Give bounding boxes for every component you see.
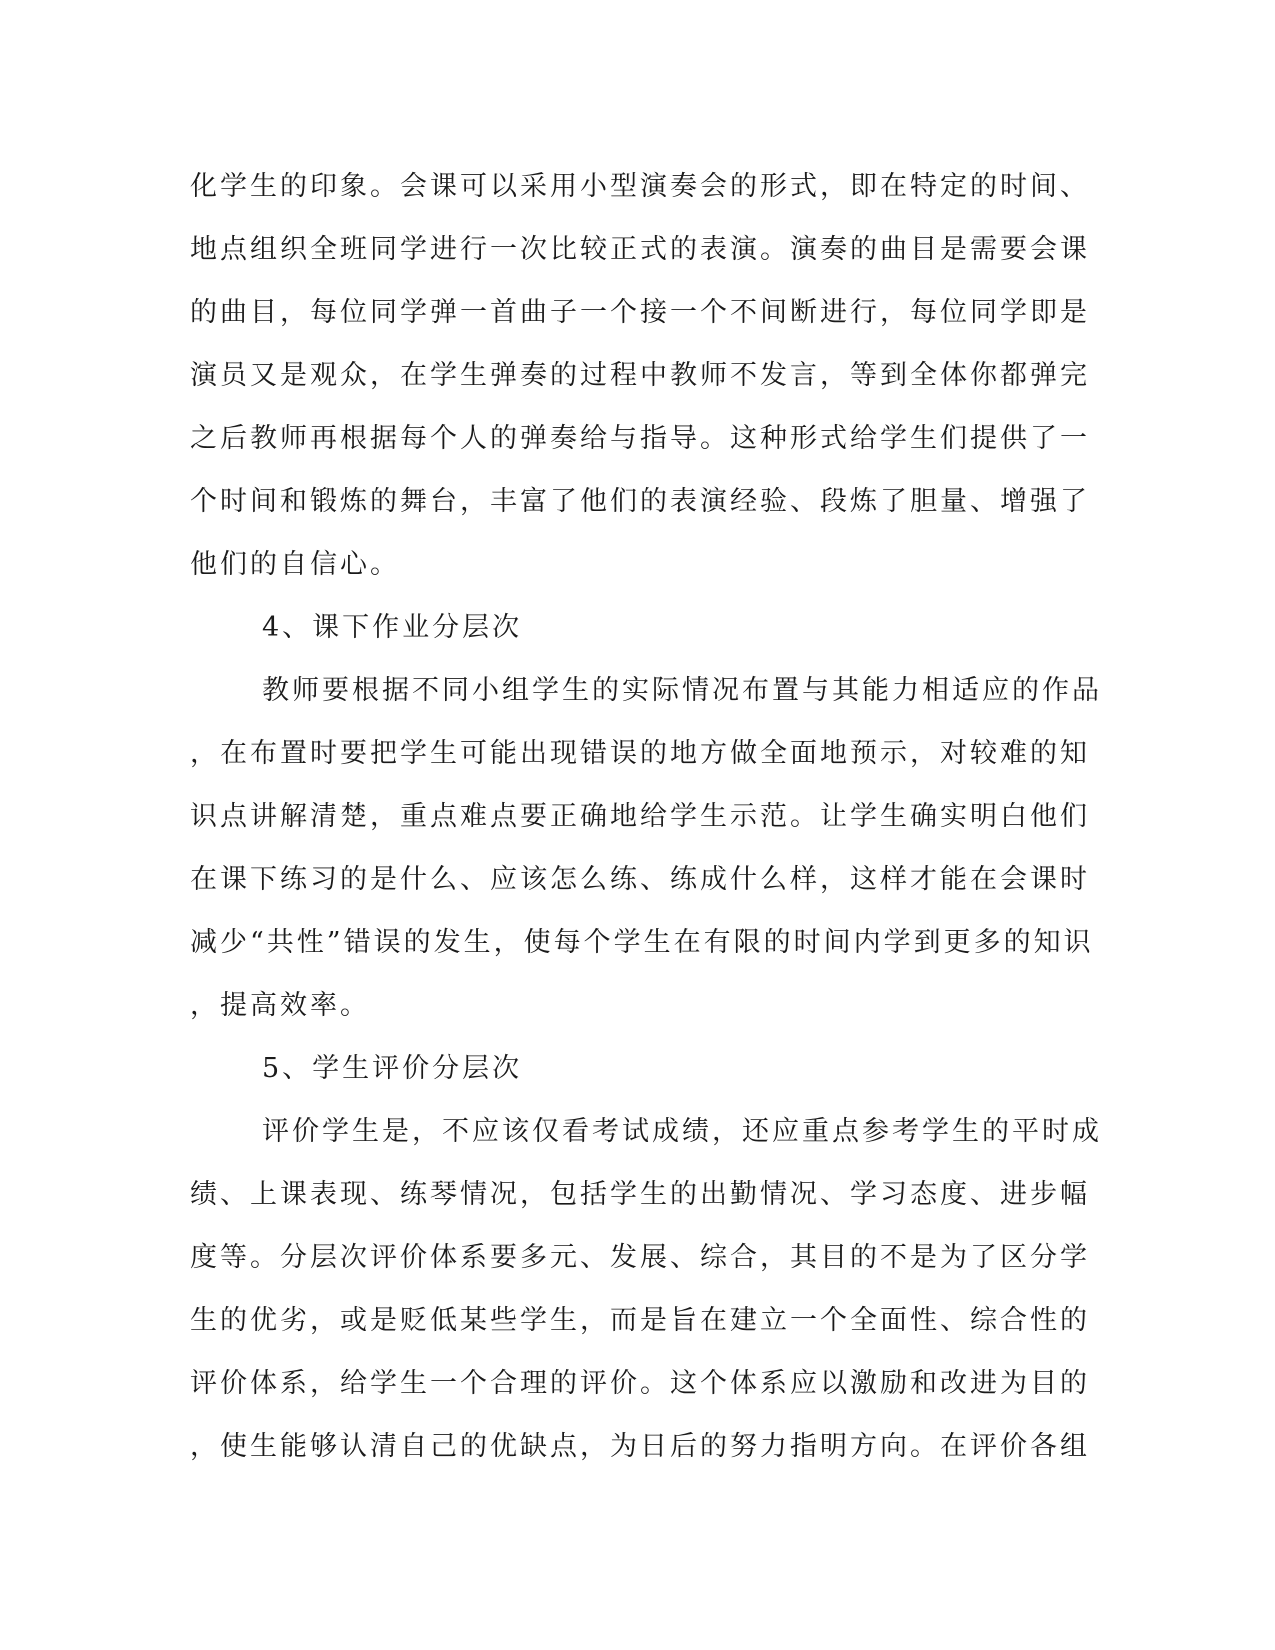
section-heading: 5、学生评价分层次 (262, 1053, 523, 1084)
text-line: 度等。分层次评价体系要多元、发展、综合，其目的不是为了区分学 (190, 1242, 1090, 1273)
text-line: ，提高效率。 (190, 990, 370, 1021)
text-line: 的曲目，每位同学弹一首曲子一个接一个不间断进行，每位同学即是 (190, 297, 1090, 328)
section-heading: 4、课下作业分层次 (262, 612, 523, 643)
text-line: 教师要根据不同小组学生的实际情况布置与其能力相适应的作品 (262, 675, 1102, 706)
text-line: 在课下练习的是什么、应该怎么练、练成什么样，这样才能在会课时 (190, 864, 1090, 895)
text-line: 他们的自信心。 (190, 549, 400, 580)
text-line: 之后教师再根据每个人的弹奏给与指导。这种形式给学生们提供了一 (190, 423, 1090, 454)
text-line: 化学生的印象。会课可以采用小型演奏会的形式，即在特定的时间、 (190, 171, 1090, 202)
text-line: 评价体系，给学生一个合理的评价。这个体系应以激励和改进为目的 (190, 1368, 1090, 1399)
text-line: 个时间和锻炼的舞台，丰富了他们的表演经验、段炼了胆量、增强了 (190, 486, 1090, 517)
text-line: ，在布置时要把学生可能出现错误的地方做全面地预示，对较难的知 (190, 738, 1090, 769)
text-line: 演员又是观众，在学生弹奏的过程中教师不发言，等到全体你都弹完 (190, 360, 1090, 391)
text-line: 生的优劣，或是贬低某些学生，而是旨在建立一个全面性、综合性的 (190, 1305, 1090, 1336)
text-line: 地点组织全班同学进行一次比较正式的表演。演奏的曲目是需要会课 (190, 234, 1090, 265)
body-text (190, 155, 1102, 1478)
text-line: 评价学生是，不应该仅看考试成绩，还应重点参考学生的平时成 (262, 1116, 1102, 1147)
text-line: 识点讲解清楚，重点难点要正确地给学生示范。让学生确实明白他们 (190, 801, 1090, 832)
text-line: 减少“共性”错误的发生，使每个学生在有限的时间内学到更多的知识 (190, 927, 1094, 958)
text-line: 绩、上课表现、练琴情况，包括学生的出勤情况、学习态度、进步幅 (190, 1179, 1090, 1210)
text-line: ，使生能够认清自己的优缺点，为日后的努力指明方向。在评价各组 (190, 1431, 1090, 1462)
